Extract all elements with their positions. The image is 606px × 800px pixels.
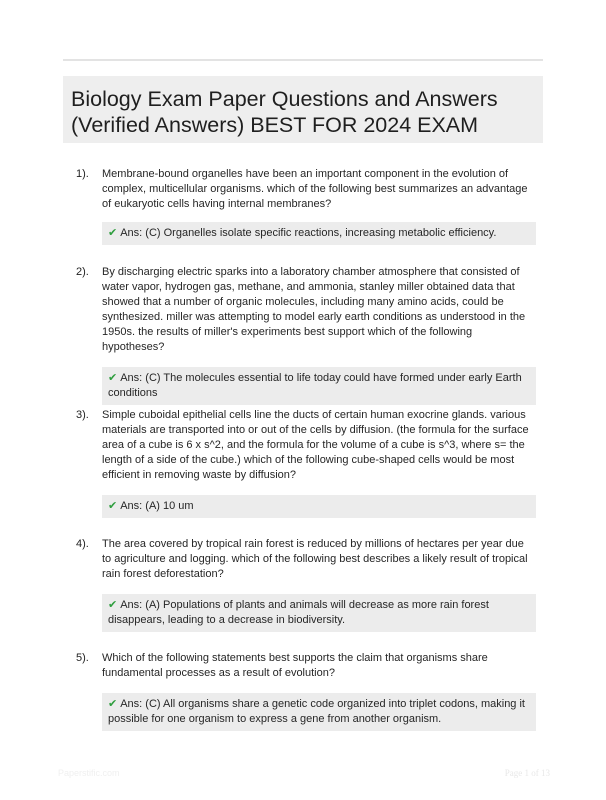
check-icon: ✔ (108, 697, 118, 710)
check-icon: ✔ (108, 499, 118, 512)
title-banner (63, 76, 543, 143)
question-number: 3). (76, 409, 89, 421)
question-number: 4). (76, 538, 89, 550)
question-number: 5). (76, 652, 89, 664)
answer-box (102, 693, 536, 731)
question-text: Which of the following statements best supports the claim that organisms share fundamental processes as a result of evolution? (102, 652, 488, 679)
answer-text: Ans: (C) Organelles isolate specific reactions, increasing metabolic efficiency. (120, 227, 497, 239)
answer-box (102, 594, 536, 632)
question-item (76, 537, 536, 632)
question-number: 2). (76, 266, 89, 278)
question-item (76, 408, 536, 518)
answer-box (102, 495, 536, 518)
answer-text: Ans: (A) Populations of plants and animals will decrease as more rain forest disappears, leading to a decrease in biodiversity. (108, 599, 489, 626)
top-divider (63, 59, 543, 61)
answer-text: Ans: (C) The molecules essential to life today could have formed under early Earth conditions (108, 372, 522, 399)
answer-text: Ans: (A) 10 um (120, 500, 194, 512)
check-icon: ✔ (108, 598, 118, 611)
answer-box (102, 367, 536, 405)
question-number: 1). (76, 168, 89, 180)
question-item (76, 651, 536, 731)
check-icon: ✔ (108, 371, 118, 384)
footer-watermark: Paperstific.com (58, 768, 120, 778)
page-number: Page 1 of 13 (504, 768, 550, 778)
question-text: Membrane-bound organelles have been an important component in the evolution of complex, multicellular organisms. which of the following best summarizes an advantage of eukaryotic cells having internal membranes? (102, 168, 528, 210)
answer-box (102, 222, 536, 245)
question-item (76, 167, 536, 245)
page-title: Biology Exam Paper Questions and Answers (Verified Answers) BEST FOR 2024 EXAM (71, 87, 498, 137)
question-text: By discharging electric sparks into a laboratory chamber atmosphere that consisted of water vapor, hydrogen gas, methane, and ammonia, stanley miller obtained data that showed that a number of organic molecules, including many amino acids, could be synthesized. miller was attempting to model early earth conditions as understood in the 1950s. the results of miller's experiments best support which of the following hypotheses? (102, 266, 526, 353)
question-text: Simple cuboidal epithelial cells line the ducts of certain human exocrine glands. various materials are transported into or out of the cells by diffusion. (the formula for the surface area of a cube is 6 x s^2, and the formula for the volume of a cube is s^3, where s= the length of a side of the cube.) which of the following cube-shaped cells would be most efficient in removing waste by diffusion? (102, 409, 529, 481)
check-icon: ✔ (108, 226, 118, 239)
question-text: The area covered by tropical rain forest is reduced by millions of hectares per year due to agriculture and logging. which of the following best describes a likely result of tropical rain forest deforestation? (102, 538, 528, 580)
question-item (76, 265, 536, 405)
answer-text: Ans: (C) All organisms share a genetic code organized into triplet codons, making it possible for one organism to express a gene from another organism. (108, 698, 525, 725)
